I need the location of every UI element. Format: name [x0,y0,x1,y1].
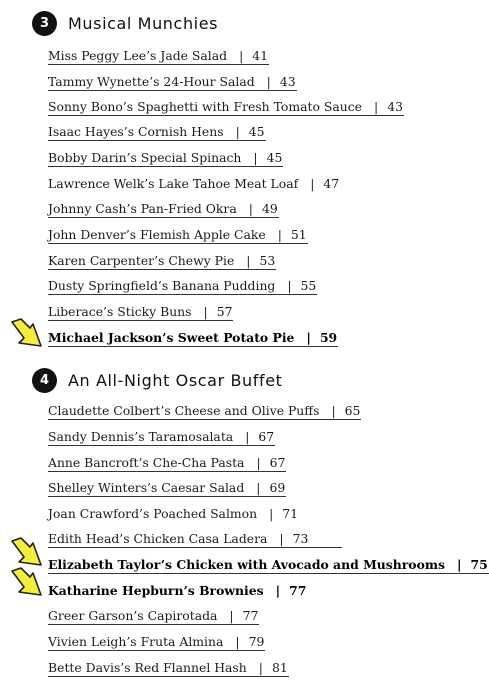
page-number: 77 [289,583,307,598]
recipe-title: Johnny Cash’s Pan-Fried Okra [48,201,237,216]
recipe-title: Edith Head’s Chicken Casa Ladera [48,531,268,546]
page-number: 75 [470,557,488,572]
toc-entry[interactable]: Anne Bancroft’s Che-Cha Pasta | 67 [48,455,286,470]
page-number: 57 [216,304,233,319]
recipe-title: Anne Bancroft’s Che-Cha Pasta [48,455,245,470]
toc-entry[interactable]: Lawrence Welk’s Lake Tahoe Meat Loaf | 47 [48,176,340,191]
section-title: An All-Night Oscar Buffet [68,370,283,390]
recipe-title: Sonny Bono’s Spaghetti with Fresh Tomato Sauce [48,99,363,114]
toc-entry[interactable]: Miss Peggy Lee’s Jade Salad | 41 [48,48,269,63]
section-header-4 [32,366,283,394]
section-title: Musical Munchies [68,13,219,33]
toc-entry-highlighted[interactable]: Michael Jackson’s Sweet Potato Pie | 59 [48,330,338,345]
page-number: 73 [292,531,309,546]
page-number: 65 [344,403,361,418]
toc-entry[interactable]: Greer Garson’s Capirotada | 77 [48,608,259,623]
toc-entry[interactable]: Sonny Bono’s Spaghetti with Fresh Tomato Sauce | 43 [48,99,403,114]
recipe-title: Tammy Wynette’s 24-Hour Salad [48,74,255,89]
toc-entry-highlighted[interactable]: Elizabeth Taylor’s Chicken with Avocado and Mushrooms | 75 [48,557,488,572]
section-number-badge: 4 [32,368,57,393]
recipe-title: Isaac Hayes’s Cornish Hens [48,124,224,139]
toc-entry[interactable]: Dusty Springfield’s Banana Pudding | 55 [48,278,317,293]
page-number: 69 [269,480,286,495]
recipe-title: Sandy Dennis’s Taramosalata [48,429,234,444]
recipe-title: Dusty Springfield’s Banana Pudding [48,278,276,293]
toc-entry[interactable]: Bobby Darin’s Special Spinach | 45 [48,150,283,165]
toc-entry[interactable]: Johnny Cash’s Pan-Fried Okra | 49 [48,201,278,216]
recipe-title: Joan Crawford’s Poached Salmon [48,506,258,521]
toc-entry[interactable]: Karen Carpenter’s Chewy Pie | 53 [48,253,276,268]
page-number: 41 [252,48,269,63]
page-number: 67 [258,429,275,444]
page-number: 53 [259,253,276,268]
page-number: 45 [266,150,283,165]
toc-entry[interactable]: Edith Head’s Chicken Casa Ladera | 73 [48,531,308,547]
yellow-arrow-icon [10,568,44,598]
toc-entry[interactable]: Tammy Wynette’s 24-Hour Salad | 43 [48,74,296,89]
page-number: 71 [282,506,299,521]
page-number: 55 [300,278,317,293]
page-number: 43 [387,99,403,114]
recipe-title: Bobby Darin’s Special Spinach [48,150,242,165]
recipe-title: Miss Peggy Lee’s Jade Salad [48,48,228,63]
page-number: 47 [323,176,340,191]
recipe-title: Lawrence Welk’s Lake Tahoe Meat Loaf [48,176,299,191]
toc-entry[interactable]: Isaac Hayes’s Cornish Hens | 45 [48,124,265,139]
recipe-title: Shelley Winters’s Caesar Salad [48,480,245,495]
page-number: 45 [248,124,265,139]
toc-entry[interactable]: Bette Davis’s Red Flannel Hash | 81 [48,660,288,675]
page-number: 67 [269,455,286,470]
page-number: 43 [279,74,296,89]
recipe-title: Bette Davis’s Red Flannel Hash [48,660,247,675]
toc-entry[interactable]: John Denver’s Flemish Apple Cake | 51 [48,227,307,242]
toc-entry[interactable]: Joan Crawford’s Poached Salmon | 71 [48,506,299,521]
toc-entry[interactable]: Shelley Winters’s Caesar Salad | 69 [48,480,286,495]
recipe-title: Liberace’s Sticky Buns [48,304,192,319]
yellow-arrow-icon [10,319,44,349]
section-number-badge: 3 [32,11,57,36]
page-number: 51 [290,227,307,242]
page-number: 49 [261,201,278,216]
page-number: 79 [248,634,265,649]
recipe-title: Michael Jackson’s Sweet Potato Pie [48,330,295,345]
recipe-title: Elizabeth Taylor’s Chicken with Avocado and Mushrooms [48,557,445,572]
page-number: 59 [319,330,338,345]
recipe-title: Karen Carpenter’s Chewy Pie [48,253,235,268]
toc-entry[interactable]: Liberace’s Sticky Buns | 57 [48,304,233,319]
toc-entry[interactable]: Sandy Dennis’s Taramosalata | 67 [48,429,275,444]
recipe-title: John Denver’s Flemish Apple Cake [48,227,266,242]
yellow-arrow-icon [10,538,44,568]
recipe-title: Claudette Colbert’s Cheese and Olive Puffs [48,403,320,418]
recipe-title: Greer Garson’s Capirotada [48,608,218,623]
page-number: 81 [271,660,288,675]
page-number: 77 [242,608,259,623]
recipe-title: Katharine Hepburn’s Brownies [48,583,264,598]
toc-entry[interactable]: Vivien Leigh’s Fruta Almina | 79 [48,634,265,649]
recipe-title: Vivien Leigh’s Fruta Almina [48,634,224,649]
section-header-3 [32,9,218,37]
toc-entry[interactable]: Claudette Colbert’s Cheese and Olive Puffs | 65 [48,403,361,418]
toc-entry-highlighted[interactable]: Katharine Hepburn’s Brownies | 77 [48,583,307,598]
